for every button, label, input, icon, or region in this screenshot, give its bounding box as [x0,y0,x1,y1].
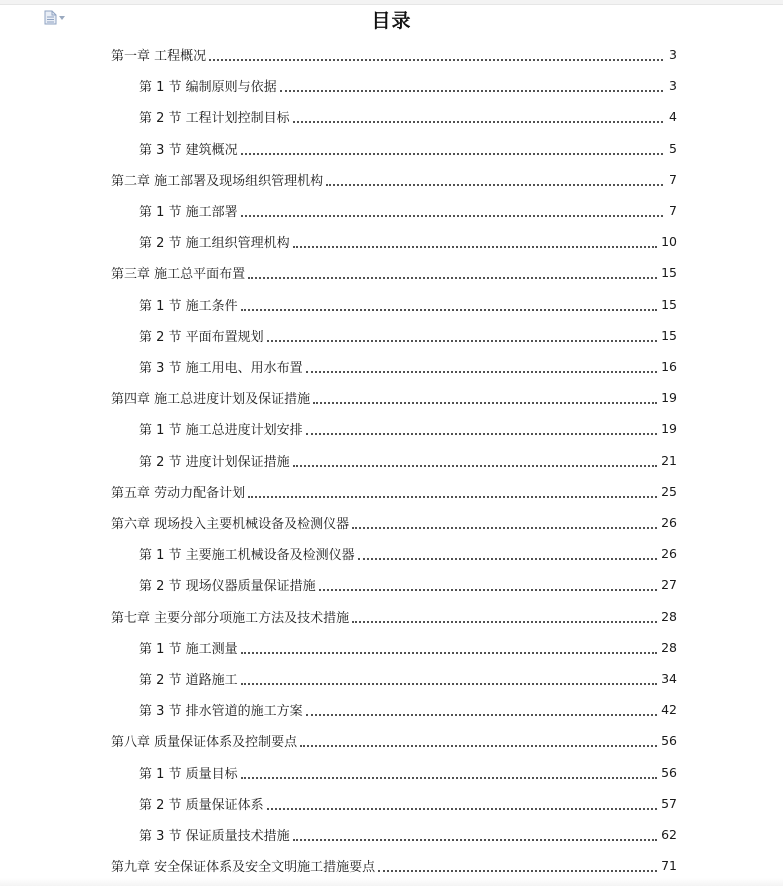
toc-chapter-entry[interactable] [0,725,783,756]
toc-section-entry[interactable] [0,819,783,850]
toc-entry-label: 第 2 节 质量保证体系 [139,797,264,813]
toc-page-number: 3 [669,78,677,94]
toc-entry-label: 第四章 施工总进度计划及保证措施 [111,392,311,408]
toc-page-number: 16 [661,359,677,374]
toc-entry-label: 第九章 安全保证体系及安全文明施工措施要点 [111,860,376,876]
toc-dot-leader [241,670,657,685]
page-bottom-edge [0,878,783,886]
toc-page-number: 34 [661,671,677,686]
toc-section-entry[interactable] [0,133,783,164]
toc-dot-leader [280,77,663,92]
toc-section-entry[interactable] [0,663,783,694]
toc-entry-label: 第 2 节 施工组织管理机构 [139,236,290,252]
toc-dot-leader [306,358,657,373]
page-top-edge [0,0,783,5]
toc-page-number: 15 [661,265,677,281]
toc-dot-leader [293,826,657,841]
toc-page-number: 4 [669,109,677,125]
toc-dot-leader [326,171,663,186]
toc-entry-label: 第 1 节 施工条件 [139,298,238,314]
toc-page-number: 19 [661,421,677,437]
toc-dot-leader [293,452,657,467]
toc-dot-leader [293,108,663,123]
toc-entry-label: 第七章 主要分部分项施工方法及技术措施 [111,610,350,626]
toc-dot-leader [241,296,657,311]
toc-page-number: 62 [661,827,677,842]
toc-dot-leader [248,483,657,498]
toc-page-number: 28 [661,608,677,624]
toc-dot-leader [300,732,657,747]
toc-page-number: 25 [661,483,677,499]
toc-chapter-entry[interactable] [0,601,783,632]
toc-page-number: 57 [661,795,677,811]
toc-entry-label: 第 2 节 进度计划保证措施 [139,454,290,470]
toc-entry-label: 第 1 节 质量目标 [139,766,238,782]
toc-section-entry[interactable] [0,195,783,226]
toc-dot-leader [248,264,657,279]
toc-section-entry[interactable] [0,320,783,351]
toc-chapter-entry[interactable] [0,257,783,288]
toc-entry-label: 第 1 节 施工总进度计划安排 [139,423,303,439]
toc-entry-label: 第 3 节 排水管道的施工方案 [139,704,303,720]
toc-dot-leader [209,46,663,61]
toc-entry-label: 第 3 节 施工用电、用水布置 [139,361,303,376]
toc-entry-label: 第 2 节 道路施工 [139,673,238,688]
toc-dot-leader [358,545,657,560]
toc-page-number: 56 [661,733,677,749]
toc-page-number: 3 [669,47,677,62]
toc-page-number: 56 [661,764,677,780]
toc-section-entry[interactable] [0,226,783,257]
toc-entry-label: 第五章 劳动力配备计划 [111,485,246,501]
toc-page-number: 5 [669,140,677,156]
toc-entry-label: 第 2 节 现场仪器质量保证措施 [139,579,316,595]
toc-page-number: 26 [661,546,677,562]
toc-page-number: 71 [661,858,677,874]
toc-entry-label: 第 3 节 建筑概况 [139,142,238,158]
toc-entry-label: 第 1 节 编制原则与依据 [139,80,277,96]
toc-section-entry[interactable] [0,538,783,569]
toc-chapter-entry[interactable] [0,382,783,413]
toc-entry-label: 第一章 工程概况 [111,49,207,64]
toc-page-number: 10 [661,234,677,250]
toc-section-entry[interactable] [0,694,783,725]
toc-dot-leader [241,140,663,155]
toc-chapter-entry[interactable] [0,39,783,70]
toc-section-entry[interactable] [0,788,783,819]
page-title: 目录 [371,10,412,32]
toc-section-entry[interactable] [0,289,783,320]
toc-dot-leader [267,327,657,342]
toc-chapter-entry[interactable] [0,164,783,195]
toc-dot-leader [352,514,657,529]
toc-entry-label: 第 1 节 施工部署 [139,205,238,220]
toc-entry-label: 第 3 节 保证质量技术措施 [139,829,290,844]
toc-entry-label: 第 1 节 主要施工机械设备及检测仪器 [139,548,355,564]
toc-dot-leader [293,233,657,248]
toc-page-number: 7 [669,203,677,218]
toc-chapter-entry[interactable] [0,507,783,538]
toc-page-number: 15 [661,296,677,312]
toc-dot-leader [241,639,657,654]
toc-page-number: 21 [661,452,677,468]
toc-section-entry[interactable] [0,413,783,444]
toc-chapter-entry[interactable] [0,476,783,507]
toc-entry-label: 第二章 施工部署及现场组织管理机构 [111,173,324,189]
toc-dot-leader [319,576,657,591]
toc-entry-label: 第 1 节 施工测量 [139,641,238,657]
toc-dot-leader [267,795,657,810]
toc-section-entry[interactable] [0,632,783,663]
toc-page-number: 15 [661,327,677,343]
toc-entry-label: 第六章 现场投入主要机械设备及检测仪器 [111,517,350,532]
toc-dot-leader [378,857,657,872]
toc-section-entry[interactable] [0,351,783,382]
toc-section-entry[interactable] [0,70,783,101]
toc-dot-leader [313,389,657,404]
toc-page-number: 7 [669,171,677,187]
toc-section-entry[interactable] [0,445,783,476]
toc-page-number: 42 [661,702,677,718]
toc-entry-label: 第 2 节 平面布置规划 [139,329,264,345]
toc-entry-label: 第八章 质量保证体系及控制要点 [111,735,298,751]
toc-dot-leader [306,701,657,716]
toc-section-entry[interactable] [0,757,783,788]
toc-entry-label: 第三章 施工总平面布置 [111,267,246,283]
toc-section-entry[interactable] [0,569,783,600]
toc-dot-leader [352,608,657,623]
toc-page-number: 26 [661,515,677,530]
toc-dot-leader [241,202,663,217]
toc-chapter-entry[interactable] [0,850,783,881]
toc-dot-leader [241,764,657,779]
toc-entry-label: 第 2 节 工程计划控制目标 [139,111,290,127]
toc-page-number: 28 [661,639,677,655]
toc-dot-leader [306,420,657,435]
toc-page-number: 19 [661,390,677,406]
toc-section-entry[interactable] [0,101,783,132]
toc-page-number: 27 [661,577,677,593]
